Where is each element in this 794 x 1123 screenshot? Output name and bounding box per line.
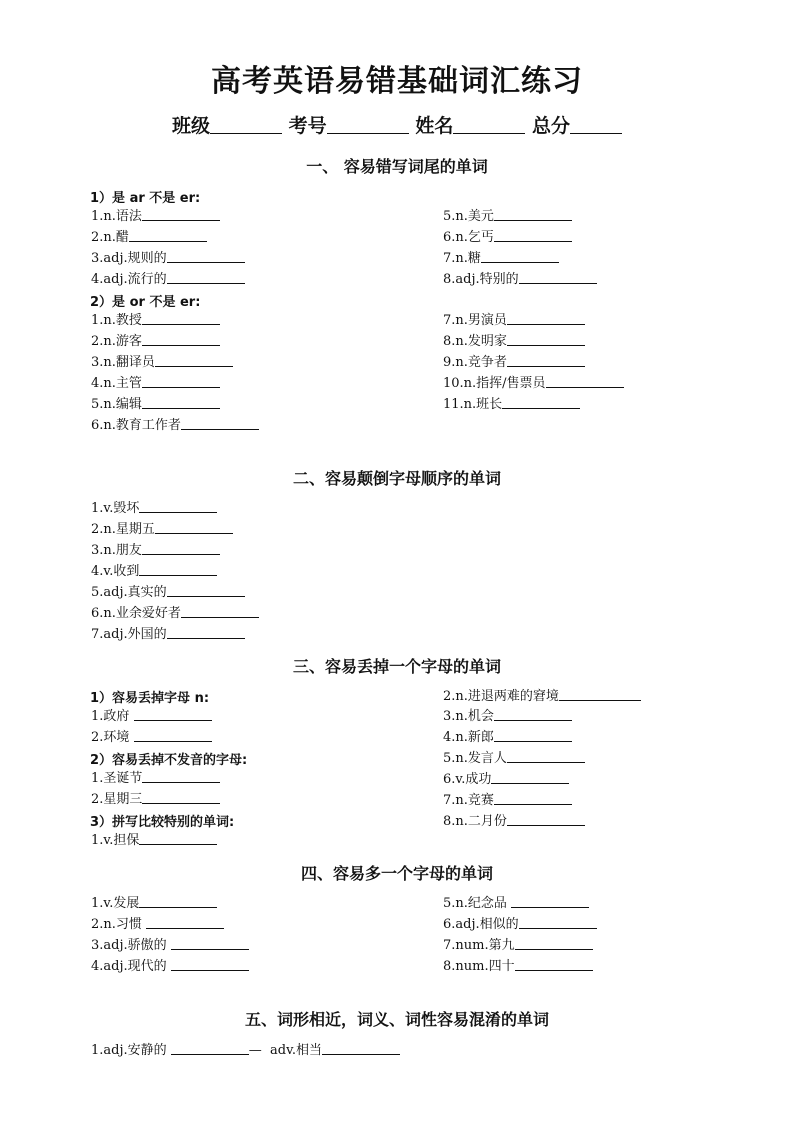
list-item: 4.n.主管 — [91, 373, 220, 393]
list-item: 6.adj.相似的 — [443, 914, 597, 934]
number-blank[interactable] — [327, 115, 409, 134]
answer-blank[interactable] — [142, 331, 220, 346]
list-item: 5.n.纪念品 — [443, 893, 589, 913]
answer-blank[interactable] — [494, 727, 572, 742]
list-item: 3.adj.规则的 — [91, 248, 245, 268]
list-item: 3.n.机会 — [443, 706, 572, 726]
list-item: 7.num.第九 — [443, 935, 593, 955]
answer-blank[interactable] — [139, 830, 217, 845]
score-label: 总分 — [531, 115, 570, 137]
list-item: 4.adj.现代的 — [91, 956, 249, 976]
answer-blank[interactable] — [494, 706, 572, 721]
answer-blank[interactable] — [142, 540, 220, 555]
section-1-sub-1: 1）是 ar 不是 er: — [90, 191, 201, 206]
list-item: 1.v.毁坏 — [91, 498, 217, 518]
list-item: 2.n.星期五 — [91, 519, 233, 539]
answer-blank[interactable] — [515, 935, 593, 950]
score-blank[interactable] — [570, 115, 622, 134]
list-item: 8.n.二月份 — [443, 811, 585, 831]
answer-blank[interactable] — [507, 811, 585, 826]
list-item: 8.adj.特别的 — [443, 269, 597, 289]
list-item: 7.n.竞赛 — [443, 790, 572, 810]
answer-blank[interactable] — [146, 914, 224, 929]
answer-blank[interactable] — [511, 893, 589, 908]
list-item: 5.adj.真实的 — [91, 582, 245, 602]
answer-blank[interactable] — [507, 310, 585, 325]
list-item: 6.n.教育工作者 — [91, 415, 259, 435]
section-3-sub-1: 1）容易丢掉字母 n: — [90, 691, 210, 706]
answer-blank[interactable] — [507, 748, 585, 763]
answer-blank[interactable] — [155, 519, 233, 534]
name-blank[interactable] — [453, 115, 525, 134]
answer-blank[interactable] — [481, 248, 559, 263]
answer-blank[interactable] — [494, 206, 572, 221]
section-3-title: 三、容易丢掉一个字母的单词 — [292, 657, 501, 676]
answer-blank[interactable] — [139, 498, 217, 513]
list-item: 2.环境 — [91, 727, 212, 747]
answer-blank[interactable] — [155, 352, 233, 367]
answer-blank[interactable] — [494, 227, 572, 242]
list-item: 5.n.编辑 — [91, 394, 220, 414]
list-item: 4.n.新郎 — [443, 727, 572, 747]
section-2-title: 二、容易颠倒字母顺序的单词 — [292, 469, 501, 488]
answer-blank[interactable] — [167, 582, 245, 597]
list-item: 1.政府 — [91, 706, 212, 726]
answer-blank[interactable] — [142, 394, 220, 409]
list-item: 8.n.发明家 — [443, 331, 585, 351]
list-item: 3.n.朋友 — [91, 540, 220, 560]
answer-blank[interactable] — [181, 415, 259, 430]
list-item: 1.n.教授 — [91, 310, 220, 330]
list-item: 2.n.醋 — [91, 227, 207, 247]
list-item: 8.num.四十 — [443, 956, 593, 976]
section-1-sub-2: 2）是 or 不是 er: — [90, 295, 201, 310]
answer-blank[interactable] — [507, 352, 585, 367]
list-item: 3.n.翻译员 — [91, 352, 233, 372]
list-item: 5.n.美元 — [443, 206, 572, 226]
list-item: 6.v.成功 — [443, 769, 569, 789]
answer-blank[interactable] — [546, 373, 624, 388]
answer-blank[interactable] — [502, 394, 580, 409]
answer-blank[interactable] — [129, 227, 207, 242]
list-item: 1.v.担保 — [91, 830, 217, 850]
class-blank[interactable] — [210, 115, 282, 134]
list-item: 1.n.语法 — [91, 206, 220, 226]
answer-blank[interactable] — [142, 310, 220, 325]
answer-blank[interactable] — [519, 914, 597, 929]
list-item: 5.n.发言人 — [443, 748, 585, 768]
answer-blank[interactable] — [519, 269, 597, 284]
answer-blank[interactable] — [139, 893, 217, 908]
answer-blank[interactable] — [181, 603, 259, 618]
list-item: 4.adj.流行的 — [91, 269, 245, 289]
answer-blank[interactable] — [167, 269, 245, 284]
section-3-sub-2: 2）容易丢掉不发音的字母: — [90, 753, 248, 768]
list-item: 2.n.习惯 — [91, 914, 224, 934]
list-item: 1.v.发展 — [91, 893, 217, 913]
section-1-title: 一、 容易错写词尾的单词 — [306, 157, 488, 176]
list-item: 2.n.游客 — [91, 331, 220, 351]
list-item: 7.adj.外国的 — [91, 624, 245, 644]
list-item: 7.n.男演员 — [443, 310, 585, 330]
list-item: 2.n.进退两难的窘境 — [443, 686, 641, 706]
list-item: 6.n.业余爱好者 — [91, 603, 259, 623]
section-3-sub-3: 3）拼写比较特别的单词: — [90, 815, 235, 830]
answer-blank[interactable] — [171, 935, 249, 950]
answer-blank[interactable] — [167, 624, 245, 639]
list-item: 3.adj.骄傲的 — [91, 935, 249, 955]
list-item: 6.n.乞丐 — [443, 227, 572, 247]
section-4-title: 四、容易多一个字母的单词 — [300, 864, 493, 883]
answer-blank[interactable] — [494, 790, 572, 805]
list-item: 7.n.糖 — [443, 248, 559, 268]
list-item: 11.n.班长 — [443, 394, 580, 414]
answer-blank[interactable] — [142, 373, 220, 388]
class-label: 班级 — [172, 115, 211, 137]
answer-blank[interactable] — [491, 769, 569, 784]
list-item: 2.星期三 — [91, 789, 220, 809]
student-info-row — [0, 111, 794, 138]
answer-blank[interactable] — [142, 206, 220, 221]
list-item: 4.v.收到 — [91, 561, 217, 581]
section-5-title: 五、词形相近，词义、词性容易混淆的单词 — [244, 1010, 549, 1029]
answer-blank[interactable] — [171, 956, 249, 971]
answer-blank[interactable] — [507, 331, 585, 346]
worksheet-title: 高考英语易错基础词汇练习 — [211, 64, 583, 99]
answer-blank[interactable] — [142, 768, 220, 783]
answer-blank[interactable] — [142, 789, 220, 804]
name-label: 姓名 — [415, 115, 454, 137]
answer-blank[interactable] — [139, 561, 217, 576]
answer-blank[interactable] — [515, 956, 593, 971]
list-item: 9.n.竞争者 — [443, 352, 585, 372]
answer-blank[interactable] — [322, 1040, 400, 1055]
answer-blank[interactable] — [134, 706, 212, 721]
number-label: 考号 — [288, 115, 327, 137]
separator-dash: — — [248, 1043, 262, 1058]
answer-blank[interactable] — [171, 1040, 249, 1055]
list-item: 10.n.指挥/售票员 — [443, 373, 624, 393]
list-item: 1.adj.安静的 — adv.相当 — [91, 1040, 400, 1060]
answer-blank[interactable] — [167, 248, 245, 263]
list-item: 1.圣诞节 — [91, 768, 220, 788]
answer-blank[interactable] — [134, 727, 212, 742]
answer-blank[interactable] — [559, 686, 641, 701]
